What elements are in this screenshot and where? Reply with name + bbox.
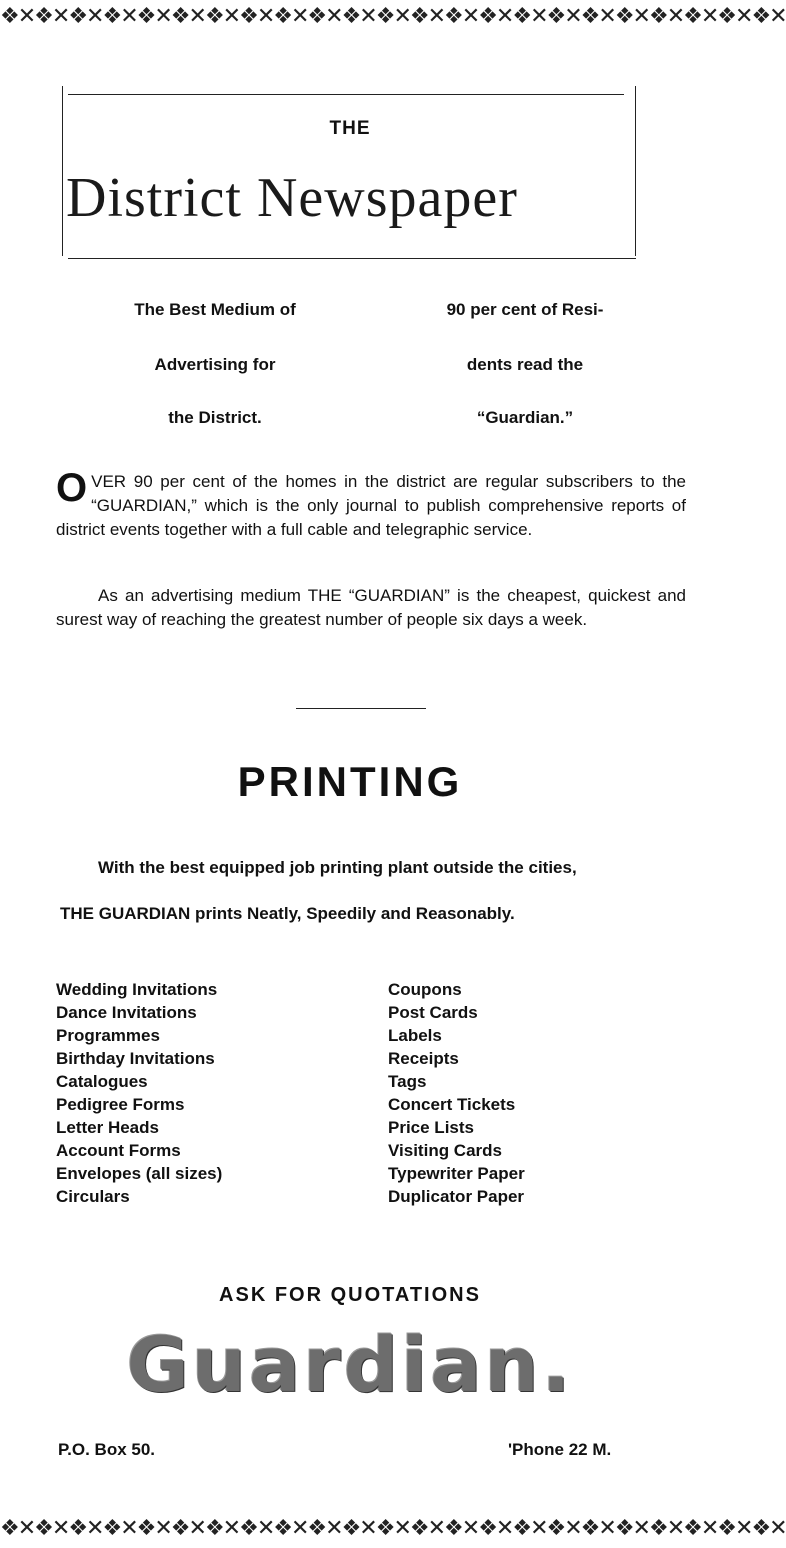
list-item: Visiting Cards: [388, 1141, 502, 1160]
list-item: Pedigree Forms: [56, 1095, 185, 1114]
list-item: Price Lists: [388, 1118, 474, 1137]
list-item: Labels: [388, 1026, 442, 1045]
list-item: Catalogues: [56, 1072, 148, 1091]
list-item: Tags: [388, 1072, 427, 1091]
masthead-the: THE: [329, 118, 371, 139]
left-column-line: The Best Medium of: [134, 300, 296, 319]
services-list-left: [56, 978, 356, 1208]
left-column-line: the District.: [168, 408, 262, 427]
list-item: Receipts: [388, 1049, 459, 1068]
list-item: Coupons: [388, 980, 462, 999]
right-column-line: dents read the: [466, 355, 584, 374]
phone-number: 'Phone 22 M.: [508, 1440, 612, 1459]
printing-line-1: With the best equipped job printing plant outside the cities,: [98, 858, 577, 877]
list-item: Letter Heads: [56, 1118, 159, 1137]
list-item: Circulars: [56, 1187, 130, 1206]
guardian-logo: Guardian.: [126, 1320, 574, 1409]
list-item: Duplicator Paper: [388, 1187, 525, 1206]
masthead-top-rule: [68, 94, 624, 95]
list-item: Typewriter Paper: [388, 1164, 525, 1183]
ask-for-quotations: ASK FOR QUOTATIONS: [219, 1284, 481, 1306]
list-item: Post Cards: [388, 1003, 478, 1022]
services-list-right: [388, 978, 668, 1208]
list-item: Birthday Invitations: [56, 1049, 215, 1068]
masthead-bottom-rule: [68, 258, 636, 259]
right-column-line: “Guardian.”: [476, 408, 574, 427]
bottom-ornamental-border: ❖✕❖✕❖✕❖✕❖✕❖✕❖✕❖✕❖✕❖✕❖✕❖✕❖✕❖✕❖✕❖✕❖✕❖✕❖✕❖✕❖✕❖✕❖✕: [0, 1516, 786, 1541]
top-ornamental-border: ❖✕❖✕❖✕❖✕❖✕❖✕❖✕❖✕❖✕❖✕❖✕❖✕❖✕❖✕❖✕❖✕❖✕❖✕❖✕❖✕❖✕❖✕❖✕: [0, 4, 786, 29]
left-column-line: Advertising for: [154, 355, 276, 374]
advertising-paragraph: As an advertising medium THE “GUARDIAN” is the cheapest, quickest and surest way of reaching the greatest number of people six days a week.: [56, 586, 686, 629]
list-item: Concert Tickets: [388, 1095, 516, 1114]
list-item: Envelopes (all sizes): [56, 1164, 223, 1183]
list-item: Dance Invitations: [56, 1003, 197, 1022]
subscribers-paragraph: [56, 466, 686, 542]
masthead-title: District Newspaper: [66, 167, 518, 229]
drop-cap: O: [56, 466, 88, 510]
list-item: Account Forms: [56, 1141, 181, 1160]
list-item: Programmes: [56, 1026, 160, 1045]
section-divider: [296, 708, 426, 709]
list-item: Wedding Invitations: [56, 980, 218, 999]
right-column-line: 90 per cent of Resi-: [446, 300, 604, 319]
subscribers-text: VER 90 per cent of the homes in the district are regular subscribers to the “GUARDIAN,” which is the only journal to publish comprehensive reports of district events together with a full cable and telegraphic service.: [56, 472, 686, 539]
printing-heading: PRINTING: [237, 758, 463, 805]
po-box: P.O. Box 50.: [58, 1440, 156, 1459]
printing-line-2: THE GUARDIAN prints Neatly, Speedily and Reasonably.: [60, 904, 515, 923]
